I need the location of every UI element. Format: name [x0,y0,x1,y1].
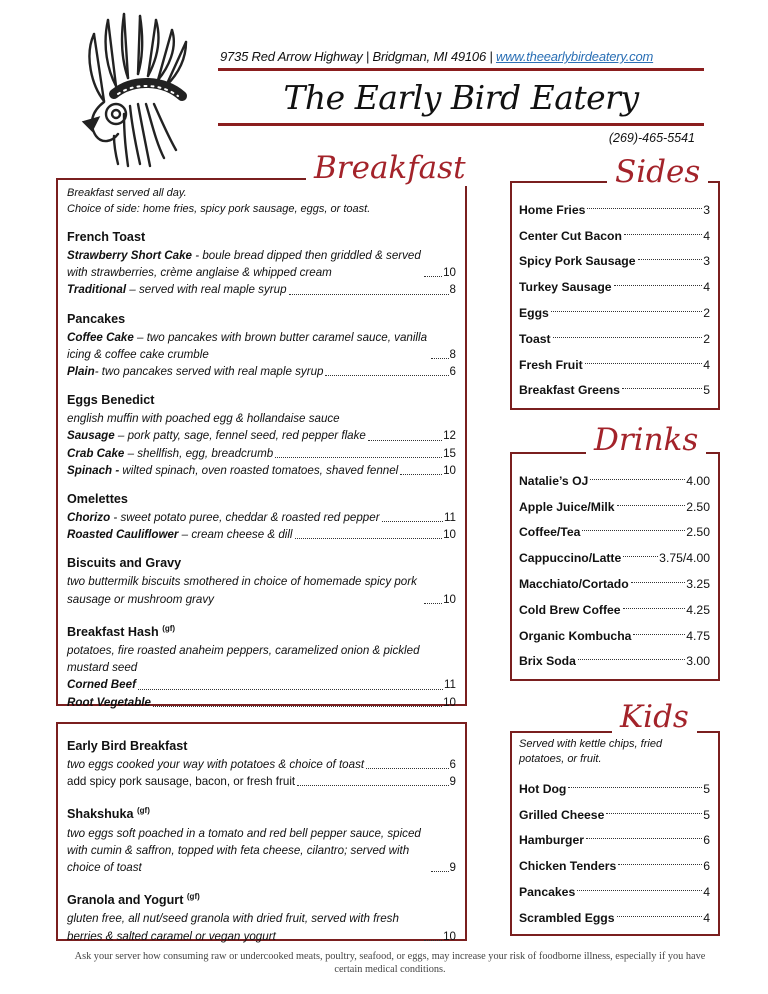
item-price: 6 [703,833,710,848]
item-name: Macchiato/Cortado [519,576,629,591]
menu-item [67,825,456,877]
item-description: - sweet potato puree, cheddar & roasted red pepper [110,511,380,525]
drinks-list [512,454,718,668]
list-item [519,873,710,899]
item-name: Chorizo [67,511,111,525]
dot-leader [590,479,685,480]
dot-leader [289,294,449,295]
item-price: 5 [703,807,710,822]
kids-intro: Served with kettle chips, fried potatoes, or fruit. [519,738,663,765]
dot-leader [431,358,449,359]
list-item [519,565,710,591]
category-name: Shakshuka [67,807,134,822]
item-description: add spicy pork sausage, bacon, or fresh fruit [67,775,296,789]
menu-item [67,363,456,380]
item-description: gluten free, all nut/seed granola with dried fruit, served with fresh berries & salted caramel or vegan yogurt [67,912,399,943]
item-price: 12 [443,429,456,443]
item-text [67,773,295,790]
menu-category [67,619,456,711]
item-price: 8 [449,347,456,361]
dot-leader [618,864,702,865]
specials-section [56,722,467,941]
item-name: Coffee/Tea [519,525,581,540]
category-name: Granola and Yogurt [67,893,184,908]
item-price: 3.75/4.00 [659,551,710,566]
dot-leader [568,787,702,788]
item-name: Corned Beef [67,678,136,692]
item-description: – pork patty, sage, fennel seed, red pepper flake [114,429,366,443]
menu-item [67,910,456,944]
kids-list [512,770,718,925]
category-name: Pancakes [67,311,126,326]
item-price: 11 [443,511,456,525]
item-price: 2 [703,331,710,346]
list-item [519,372,710,398]
item-price: 8 [449,283,456,297]
dot-leader [368,440,442,441]
dot-leader [138,689,443,690]
item-description: two eggs soft poached in a tomato and red bell pepper sauce, spiced with cumin & saffron, topped with feta cheese, cilantro; served with choice of toast [67,826,421,874]
menu-category [67,737,456,790]
list-item [519,488,710,514]
specials-menu [58,724,465,945]
item-name: Apple Juice/Milk [519,499,615,514]
menu-category [67,490,456,543]
item-text [67,445,273,462]
item-price: 10 [443,695,456,709]
list-item [519,899,710,925]
item-price: 3 [703,202,710,217]
dot-leader [631,582,686,583]
category-heading [67,228,456,247]
category-name: Biscuits and Gravy [67,556,182,571]
item-text [67,526,293,543]
item-description: – two pancakes with brown butter caramel sauce, vanilla icing & coffee cake crumble [67,330,428,361]
category-heading [67,310,456,329]
item-text [67,427,366,444]
category-heading [67,391,456,410]
dot-leader [295,538,443,539]
list-item [519,191,710,217]
menu-item [67,756,456,773]
item-text [67,329,429,363]
item-text [67,910,422,944]
dot-leader [585,363,703,364]
item-price: 15 [443,446,456,460]
dot-leader [617,505,686,506]
kids-section [510,731,720,936]
drinks-title: Drinks [586,422,706,458]
item-name: Center Cut Bacon [519,228,622,243]
menu-item [67,427,456,444]
menu-category [67,310,456,381]
item-description: - boule bread dipped then griddled & served with strawberries, crème anglaise & whipped cream [67,249,421,280]
item-price: 3.25 [686,576,710,591]
dot-leader [614,285,703,286]
item-price: 6 [449,365,456,379]
dot-leader [275,457,442,458]
address-text: 9735 Red Arrow Highway | Bridgman, MI 49106 | [220,49,493,64]
item-description: – served with real maple syrup [126,283,287,297]
breakfast-menu [58,180,465,711]
dot-leader [424,940,442,941]
menu-item [67,445,456,462]
breakfast-section [56,178,467,709]
item-price: 10 [443,929,456,943]
item-price: 9 [449,861,456,874]
list-item [519,539,710,565]
item-price: 5 [703,781,710,796]
item-price: 5 [703,383,710,398]
item-name: Breakfast Greens [519,383,620,398]
category-name: Omelettes [67,492,128,507]
list-item [519,346,710,372]
item-price: 11 [443,678,456,692]
item-name: Strawberry Short Cake [67,249,193,262]
item-name: Grilled Cheese [519,807,605,822]
menu-category [67,228,456,299]
item-name: Coffee Cake [67,330,134,344]
menu-item [67,462,456,479]
category-heading [67,619,456,642]
category-heading [67,554,456,573]
item-name: Cold Brew Coffee [519,602,621,617]
category-heading [67,801,456,824]
dot-leader [586,838,702,839]
sides-section [510,181,720,410]
menu-item [67,773,456,790]
list-item [519,822,710,848]
item-name: Scrambled Eggs [519,910,615,925]
dot-leader [431,871,449,872]
dot-leader [638,259,703,260]
item-price: 10 [443,266,456,280]
list-item [519,243,710,269]
menu-category [67,801,456,876]
dot-leader [424,276,442,277]
list-item [519,514,710,540]
rooster-logo-icon [74,6,196,168]
item-description: – cream cheese & dill [178,528,293,542]
category-heading [67,887,456,910]
dot-leader [582,530,685,531]
item-name: Organic Kombucha [519,628,632,643]
address-line [220,49,704,64]
menu-item [67,526,456,543]
gluten-free-tag: (gf) [162,623,176,633]
item-description: - two pancakes served with real maple syrup [94,365,324,379]
item-name: Eggs [519,305,549,320]
menu-item [67,676,456,693]
item-name: Hamburger [519,833,585,848]
dot-leader [623,556,658,557]
item-price: 4.75 [686,628,710,643]
item-name: Home Fries [519,202,586,217]
category-description: english muffin with poached egg & hollandaise sauce [67,412,340,426]
item-name: Plain [67,365,95,379]
item-price: 10 [443,592,456,606]
item-name: Spinach - [67,463,120,477]
item-price: 10 [443,463,456,477]
item-name: Spicy Pork Sausage [519,254,636,269]
menu-category [67,391,456,479]
menu-item [67,573,456,607]
dot-leader [424,603,442,604]
list-item [519,643,710,669]
food-safety-disclaimer: Ask your server how consuming raw or undercooked meats, poultry, seafood, or eggs, may increase your risk of foodborne illness, especially if you have certain medical conditions. [74,951,706,975]
category-name: Eggs Benedict [67,393,155,408]
menu-item [67,509,456,526]
list-item [519,462,710,488]
item-name: Root Vegetable [67,695,151,709]
item-text [67,281,287,298]
item-name: Toast [519,331,551,346]
item-text [67,363,323,380]
breakfast-intro [67,186,456,217]
dot-leader [577,890,702,891]
dot-leader [553,337,703,338]
dot-leader [624,234,702,235]
dot-leader [606,813,702,814]
item-description: wilted spinach, oven roasted tomatoes, shaved fennel [119,463,399,477]
item-text [67,676,136,693]
item-description: two eggs cooked your way with potatoes & choice of toast [67,758,365,771]
list-item [519,617,710,643]
list-item [519,770,710,796]
list-item [519,268,710,294]
list-item [519,847,710,873]
dot-leader [153,706,442,707]
list-item [519,217,710,243]
dot-leader [587,208,702,209]
item-price: 6 [449,758,456,771]
category-heading [67,490,456,509]
category-heading [67,737,456,756]
menu-category [67,554,456,607]
item-name: Crab Cake [67,446,125,460]
item-name: Brix Soda [519,654,576,669]
intro-line: Choice of side: home fries, spicy pork sausage, eggs, or toast. [67,202,371,215]
list-item [519,294,710,320]
dot-leader [551,311,702,312]
item-text [67,573,422,607]
intro-line: Breakfast served all day. [67,187,187,199]
item-text [67,462,398,479]
menu-category [67,887,456,945]
item-price: 2 [703,305,710,320]
restaurant-title: The Early Bird Eatery [283,78,639,117]
item-text [67,247,422,281]
dot-leader [623,608,686,609]
item-name: Chicken Tenders [519,859,617,874]
item-price: 4.25 [686,602,710,617]
gluten-free-tag: (gf) [137,806,150,816]
phone-number: (269)-465-5541 [608,131,695,145]
menu-item [67,329,456,363]
item-name: Traditional [67,283,127,297]
dot-leader [633,634,685,635]
list-item [519,591,710,617]
menu-item [67,281,456,298]
dot-leader [366,768,448,769]
category-name: Early Bird Breakfast [67,739,188,753]
dot-leader [617,916,703,917]
sides-title: Sides [607,154,708,190]
header-divider-top [218,68,704,71]
dot-leader [578,659,685,660]
dot-leader [325,375,448,376]
item-name: Turkey Sausage [519,280,612,295]
breakfast-title: Breakfast [306,150,474,186]
item-price: 4 [703,228,710,243]
menu-item [67,247,456,281]
item-price: 4 [703,357,710,372]
item-text [67,509,380,526]
header-divider-bottom [218,123,704,126]
category-name: Breakfast Hash [67,625,159,640]
item-price: 10 [443,528,456,542]
dot-leader [622,388,702,389]
sides-list [512,183,718,397]
item-text [67,694,151,711]
item-description: – shellfish, egg, breadcrumb [124,446,274,460]
website-link[interactable]: www.theearlybirdeatery.com [496,49,654,64]
drinks-section [510,452,720,681]
item-name: Hot Dog [519,781,567,796]
dot-leader [400,474,442,475]
dot-leader [297,785,448,786]
list-item [519,796,710,822]
item-price: 6 [703,859,710,874]
item-text [67,756,364,773]
menu-item [67,694,456,711]
item-price: 4.00 [686,473,710,488]
item-price: 4 [703,910,710,925]
item-text [67,825,429,877]
category-description: potatoes, fire roasted anaheim peppers, caramelized onion & pickled mustard seed [67,644,420,675]
category-name: French Toast [67,230,146,244]
item-price: 3.00 [686,654,710,669]
item-price: 2.50 [686,525,710,540]
item-name: Natalie’s OJ [519,473,589,488]
item-price: 3 [703,254,710,269]
dot-leader [382,521,443,522]
item-description: two buttermilk biscuits smothered in choice of homemade spicy pork sausage or mushroom gravy [67,575,417,606]
item-price: 4 [703,280,710,295]
item-name: Cappuccino/Latte [519,551,622,566]
item-price: 9 [449,775,456,789]
list-item [519,320,710,346]
item-name: Pancakes [519,884,576,899]
gluten-free-tag: (gf) [186,892,200,902]
item-price: 2.50 [686,499,710,514]
item-name: Sausage [67,429,115,443]
item-name: Fresh Fruit [519,357,583,372]
kids-title: Kids [612,699,697,735]
item-price: 4 [703,884,710,899]
item-name: Roasted Cauliflower [67,528,179,542]
